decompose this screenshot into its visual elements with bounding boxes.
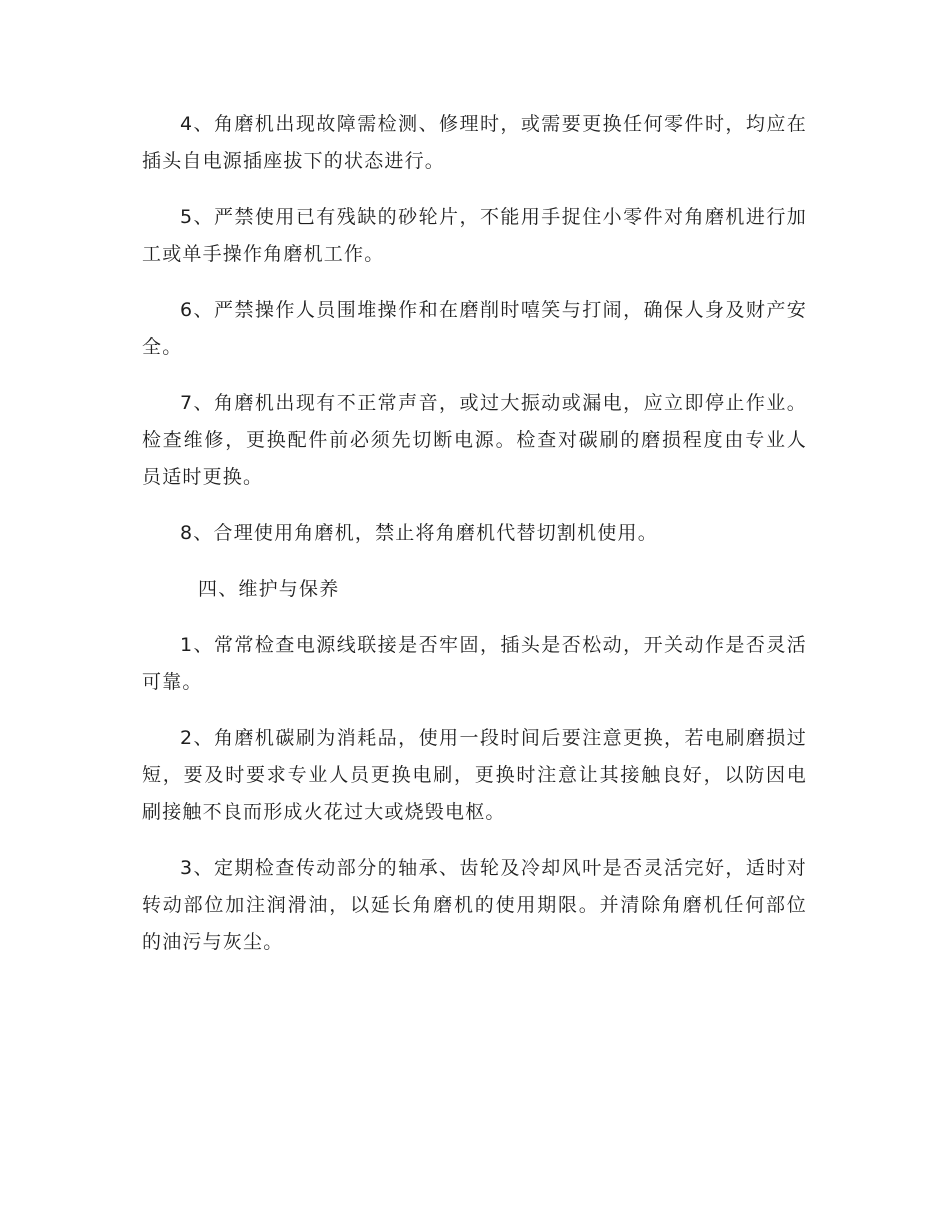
section-heading-maintenance: 四、维护与保养 bbox=[198, 578, 340, 600]
maintenance-paragraph-1: 1、常常检查电源线联接是否牢固，插头是否松动，开关动作是否灵活可靠。 bbox=[142, 634, 807, 693]
paragraph-6: 6、严禁操作人员围堆操作和在磨削时嘻笑与打闹，确保人身及财产安全。 bbox=[142, 299, 807, 358]
paragraph-8: 8、合理使用角磨机，禁止将角磨机代替切割机使用。 bbox=[180, 522, 658, 544]
paragraph-5: 5、严禁使用已有残缺的砂轮片，不能用手捉住小零件对角磨机进行加工或单手操作角磨机工作。 bbox=[142, 206, 807, 265]
maintenance-paragraph-3: 3、定期检查传动部分的轴承、齿轮及冷却风叶是否灵活完好，适时对转动部位加注润滑油，以延长角磨机的使用期限。并清除角磨机任何部位的油污与灰尘。 bbox=[142, 857, 807, 953]
paragraph-7: 7、角磨机出现有不正常声音，或过大振动或漏电，应立即停止作业。检查维修，更换配件前必须先切断电源。检查对碳刷的磨损程度由专业人员适时更换。 bbox=[142, 392, 807, 488]
document-body bbox=[142, 106, 807, 980]
maintenance-paragraph-2: 2、角磨机碳刷为消耗品，使用一段时间后要注意更换，若电刷磨损过短，要及时要求专业人员更换电刷，更换时注意让其接触良好，以防因电刷接触不良而形成火花过大或烧毁电枢。 bbox=[142, 727, 807, 823]
paragraph-4: 4、角磨机出现故障需检测、修理时，或需要更换任何零件时，均应在插头自电源插座拔下的状态进行。 bbox=[142, 113, 807, 172]
